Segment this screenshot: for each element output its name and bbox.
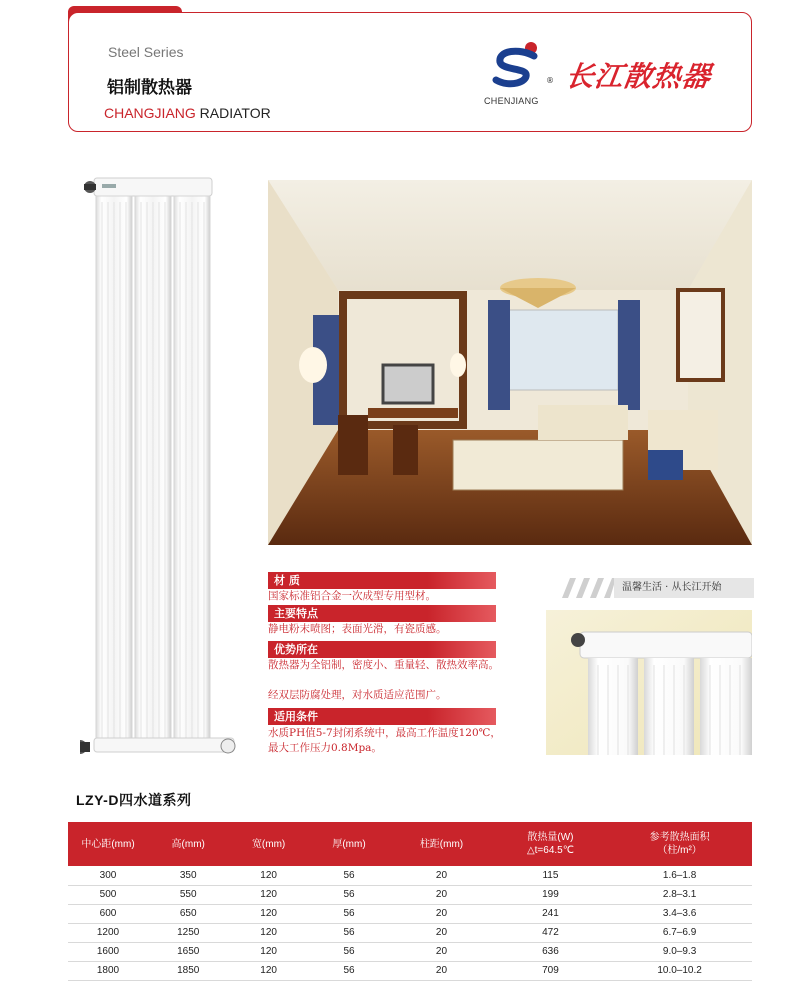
table-cell: 115 <box>494 866 607 885</box>
advantages-heading: 优势所在 <box>268 641 496 658</box>
table-cell: 56 <box>309 942 389 961</box>
table-cell: 350 <box>148 866 228 885</box>
conditions-text: 水质PH值5-7封闭系统中，最高工作温度120℃，最大工作压力0.8Mpa。 <box>268 727 501 754</box>
tagline-stripes <box>556 578 616 598</box>
table-cell: 56 <box>309 923 389 942</box>
tall-radiator-image <box>80 172 240 772</box>
table-cell: 650 <box>148 904 228 923</box>
table-cell: 1.6–1.8 <box>607 866 752 885</box>
table-cell: 500 <box>68 885 148 904</box>
radiator-closeup-photo <box>546 610 752 755</box>
table-cell: 1600 <box>68 942 148 961</box>
table-row <box>68 904 752 923</box>
table-cell: 120 <box>228 866 308 885</box>
features-text: 静电粉末喷图；表面光滑，有瓷质感。 <box>268 623 447 635</box>
table-header-cell: 宽(mm) <box>228 822 308 866</box>
table-cell: 120 <box>228 923 308 942</box>
table-cell: 1200 <box>68 923 148 942</box>
table-cell: 20 <box>389 923 494 942</box>
brand-english-red: CHANGJIANG <box>104 105 196 121</box>
conditions-heading: 适用条件 <box>268 708 496 725</box>
table-cell: 20 <box>389 942 494 961</box>
table-row <box>68 885 752 904</box>
table-cell: 120 <box>228 942 308 961</box>
table-header-cell: 散热量(W) △t=64.5℃ <box>494 822 607 866</box>
table-cell: 20 <box>389 961 494 980</box>
table-row <box>68 866 752 885</box>
material-text: 国家标准铝合金一次成型专用型材。 <box>268 590 436 602</box>
table-cell: 120 <box>228 885 308 904</box>
tagline: 温馨生活 · 从长江开始 <box>614 578 754 598</box>
brand-english-rest: RADIATOR <box>195 105 271 121</box>
table-cell: 1800 <box>68 961 148 980</box>
registered-mark: ® <box>546 76 554 85</box>
living-room-photo <box>268 180 752 545</box>
table-cell: 241 <box>494 904 607 923</box>
advantages-text-2: 经双层防腐处理，对水质适应范围广。 <box>268 689 447 701</box>
table-cell: 2.8–3.1 <box>607 885 752 904</box>
material-heading: 材 质 <box>268 572 496 589</box>
spec-table <box>68 822 752 981</box>
table-cell: 1250 <box>148 923 228 942</box>
table-title: LZY-D四水道系列 <box>76 792 192 808</box>
table-cell: 9.0–9.3 <box>607 942 752 961</box>
table-cell: 120 <box>228 961 308 980</box>
table-row <box>68 961 752 980</box>
table-cell: 300 <box>68 866 148 885</box>
table-cell: 6.7–6.9 <box>607 923 752 942</box>
table-body <box>68 866 752 980</box>
series-chinese: 铝制散热器 <box>107 78 192 98</box>
brand-english <box>104 105 271 121</box>
table-cell: 56 <box>309 904 389 923</box>
table-header-cell: 柱距(mm) <box>389 822 494 866</box>
table-row <box>68 923 752 942</box>
table-cell: 56 <box>309 866 389 885</box>
table-cell: 472 <box>494 923 607 942</box>
table-cell: 20 <box>389 885 494 904</box>
table-header-row <box>68 822 752 866</box>
table-cell: 56 <box>309 961 389 980</box>
table-row <box>68 942 752 961</box>
table-header-cell: 中心距(mm) <box>68 822 148 866</box>
series-english: Steel Series <box>108 44 184 60</box>
brand-chinese: 长江散热器 <box>563 60 714 93</box>
table-cell: 20 <box>389 866 494 885</box>
table-cell: 600 <box>68 904 148 923</box>
table-cell: 20 <box>389 904 494 923</box>
table-cell: 709 <box>494 961 607 980</box>
table-header-cell: 高(mm) <box>148 822 228 866</box>
advantages-text-1: 散热器为全铝制，密度小、重量轻、散热效率高。 <box>268 659 499 671</box>
logo-text: CHENJIANG <box>484 96 539 106</box>
table-cell: 120 <box>228 904 308 923</box>
table-cell: 1650 <box>148 942 228 961</box>
table-cell: 199 <box>494 885 607 904</box>
table-cell: 56 <box>309 885 389 904</box>
chenjiang-logo-icon <box>490 40 548 92</box>
table-cell: 550 <box>148 885 228 904</box>
features-heading: 主要特点 <box>268 605 496 622</box>
table-cell: 1850 <box>148 961 228 980</box>
table-cell: 3.4–3.6 <box>607 904 752 923</box>
table-cell: 10.0–10.2 <box>607 961 752 980</box>
table-header-cell: 厚(mm) <box>309 822 389 866</box>
table-header-cell: 参考散热面积 （柱/m²） <box>607 822 752 866</box>
table-cell: 636 <box>494 942 607 961</box>
